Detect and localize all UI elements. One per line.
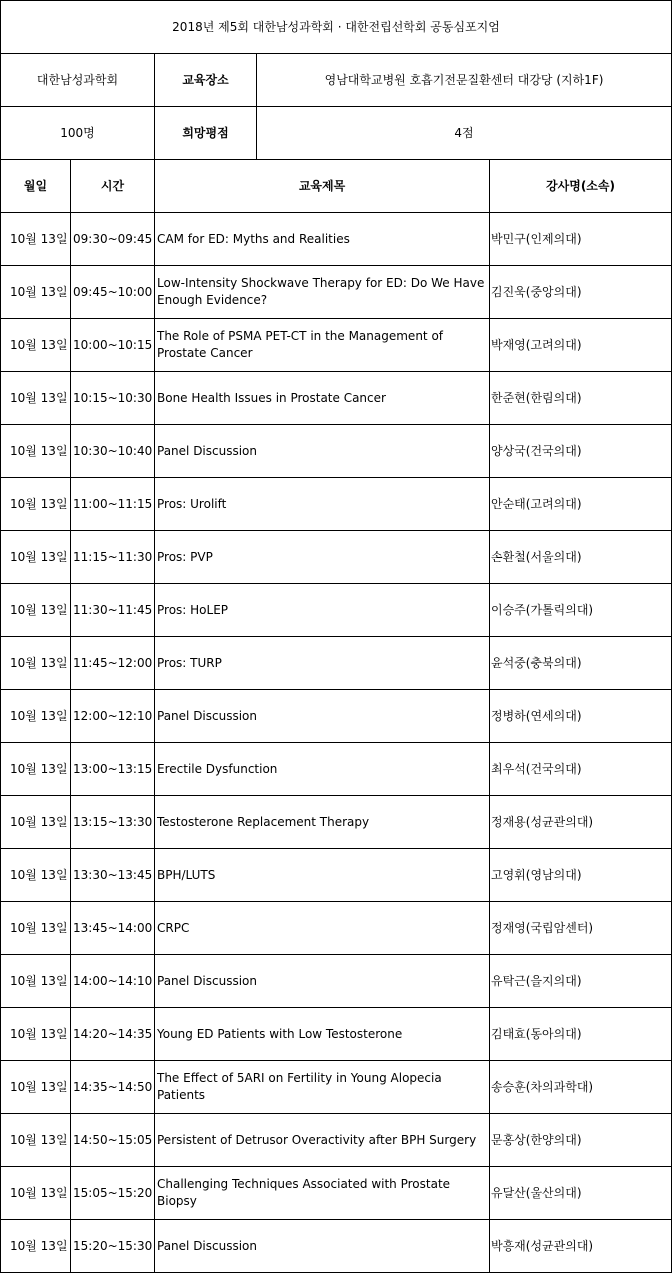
session-title: Panel Discussion	[155, 1220, 490, 1273]
session-speaker: 김진욱(중앙의대)	[490, 266, 672, 319]
session-title: Persistent of Detrusor Overactivity after BPH Surgery	[155, 1114, 490, 1167]
session-title: Pros: Urolift	[155, 478, 490, 531]
score-label: 희망평점	[155, 107, 257, 160]
table-row	[1, 478, 672, 531]
session-date: 10월 13일	[1, 637, 71, 690]
session-time: 09:45~10:00	[71, 266, 155, 319]
session-date: 10월 13일	[1, 849, 71, 902]
session-date: 10월 13일	[1, 1008, 71, 1061]
header-speaker: 강사명(소속)	[490, 160, 672, 213]
score-value: 4점	[257, 107, 672, 160]
session-title: Low-Intensity Shockwave Therapy for ED: Do We Have Enough Evidence?	[155, 266, 490, 319]
session-date: 10월 13일	[1, 531, 71, 584]
table-row	[1, 743, 672, 796]
title-row	[1, 1, 672, 54]
session-title: Panel Discussion	[155, 955, 490, 1008]
session-time: 13:45~14:00	[71, 902, 155, 955]
header-title: 교육제목	[155, 160, 490, 213]
session-speaker: 한준현(한림의대)	[490, 372, 672, 425]
session-title: Pros: HoLEP	[155, 584, 490, 637]
session-speaker: 양상국(건국의대)	[490, 425, 672, 478]
session-date: 10월 13일	[1, 1220, 71, 1273]
session-title: The Effect of 5ARI on Fertility in Young Alopecia Patients	[155, 1061, 490, 1114]
session-title: Pros: TURP	[155, 637, 490, 690]
session-title: BPH/LUTS	[155, 849, 490, 902]
organizer: 대한남성과학회	[1, 54, 155, 107]
session-date: 10월 13일	[1, 478, 71, 531]
session-title: Testosterone Replacement Therapy	[155, 796, 490, 849]
table-row	[1, 584, 672, 637]
session-date: 10월 13일	[1, 1167, 71, 1220]
session-title: Pros: PVP	[155, 531, 490, 584]
session-time: 15:05~15:20	[71, 1167, 155, 1220]
table-row	[1, 1220, 672, 1273]
info-row-location	[1, 54, 672, 107]
session-date: 10월 13일	[1, 372, 71, 425]
session-time: 10:30~10:40	[71, 425, 155, 478]
header-row	[1, 160, 672, 213]
session-time: 14:35~14:50	[71, 1061, 155, 1114]
session-speaker: 이승주(가톨릭의대)	[490, 584, 672, 637]
table-row	[1, 372, 672, 425]
table-row	[1, 902, 672, 955]
session-date: 10월 13일	[1, 266, 71, 319]
session-speaker: 유달산(울산의대)	[490, 1167, 672, 1220]
session-speaker: 문홍상(한양의대)	[490, 1114, 672, 1167]
table-row	[1, 1167, 672, 1220]
session-title: CRPC	[155, 902, 490, 955]
session-speaker: 고영휘(영남의대)	[490, 849, 672, 902]
table-row	[1, 213, 672, 266]
table-row	[1, 266, 672, 319]
session-date: 10월 13일	[1, 319, 71, 372]
session-speaker: 유탁근(을지의대)	[490, 955, 672, 1008]
session-speaker: 정재용(성균관의대)	[490, 796, 672, 849]
session-time: 11:15~11:30	[71, 531, 155, 584]
session-date: 10월 13일	[1, 1114, 71, 1167]
session-date: 10월 13일	[1, 584, 71, 637]
session-date: 10월 13일	[1, 1061, 71, 1114]
location-label: 교육장소	[155, 54, 257, 107]
table-row	[1, 690, 672, 743]
session-title: The Role of PSMA PET-CT in the Management of Prostate Cancer	[155, 319, 490, 372]
session-date: 10월 13일	[1, 425, 71, 478]
session-speaker: 정재영(국립암센터)	[490, 902, 672, 955]
table-row	[1, 425, 672, 478]
session-title: CAM for ED: Myths and Realities	[155, 213, 490, 266]
session-title: Panel Discussion	[155, 425, 490, 478]
table-row	[1, 955, 672, 1008]
session-speaker: 박흥재(성균관의대)	[490, 1220, 672, 1273]
session-title: Challenging Techniques Associated with Prostate Biopsy	[155, 1167, 490, 1220]
session-speaker: 안순태(고려의대)	[490, 478, 672, 531]
table-row	[1, 1061, 672, 1114]
session-time: 11:45~12:00	[71, 637, 155, 690]
location-value: 영남대학교병원 호흡기전문질환센터 대강당 (지하1F)	[257, 54, 672, 107]
session-speaker: 윤석중(충북의대)	[490, 637, 672, 690]
session-time: 11:30~11:45	[71, 584, 155, 637]
session-time: 12:00~12:10	[71, 690, 155, 743]
session-title: Erectile Dysfunction	[155, 743, 490, 796]
session-title: Young ED Patients with Low Testosterone	[155, 1008, 490, 1061]
session-time: 14:50~15:05	[71, 1114, 155, 1167]
session-time: 15:20~15:30	[71, 1220, 155, 1273]
session-time: 14:20~14:35	[71, 1008, 155, 1061]
header-time: 시간	[71, 160, 155, 213]
session-speaker: 정병하(연세의대)	[490, 690, 672, 743]
session-time: 11:00~11:15	[71, 478, 155, 531]
session-date: 10월 13일	[1, 955, 71, 1008]
session-speaker: 박재영(고려의대)	[490, 319, 672, 372]
session-date: 10월 13일	[1, 213, 71, 266]
session-date: 10월 13일	[1, 796, 71, 849]
table-row	[1, 796, 672, 849]
session-speaker: 김태효(동아의대)	[490, 1008, 672, 1061]
session-date: 10월 13일	[1, 743, 71, 796]
page-title: 2018년 제5회 대한남성과학회 · 대한전립선학회 공동심포지엄	[1, 1, 672, 54]
table-row	[1, 637, 672, 690]
info-row-capacity	[1, 107, 672, 160]
table-row	[1, 319, 672, 372]
session-time: 13:00~13:15	[71, 743, 155, 796]
header-date: 월일	[1, 160, 71, 213]
session-speaker: 최우석(건국의대)	[490, 743, 672, 796]
session-speaker: 손환철(서울의대)	[490, 531, 672, 584]
table-row	[1, 849, 672, 902]
session-title: Panel Discussion	[155, 690, 490, 743]
session-time: 13:15~13:30	[71, 796, 155, 849]
session-date: 10월 13일	[1, 690, 71, 743]
table-row	[1, 531, 672, 584]
table-row	[1, 1114, 672, 1167]
session-title: Bone Health Issues in Prostate Cancer	[155, 372, 490, 425]
session-time: 10:15~10:30	[71, 372, 155, 425]
session-time: 10:00~10:15	[71, 319, 155, 372]
session-speaker: 송승훈(차의과학대)	[490, 1061, 672, 1114]
capacity: 100명	[1, 107, 155, 160]
session-time: 14:00~14:10	[71, 955, 155, 1008]
session-time: 09:30~09:45	[71, 213, 155, 266]
table-row	[1, 1008, 672, 1061]
session-date: 10월 13일	[1, 902, 71, 955]
session-speaker: 박민구(인제의대)	[490, 213, 672, 266]
session-time: 13:30~13:45	[71, 849, 155, 902]
